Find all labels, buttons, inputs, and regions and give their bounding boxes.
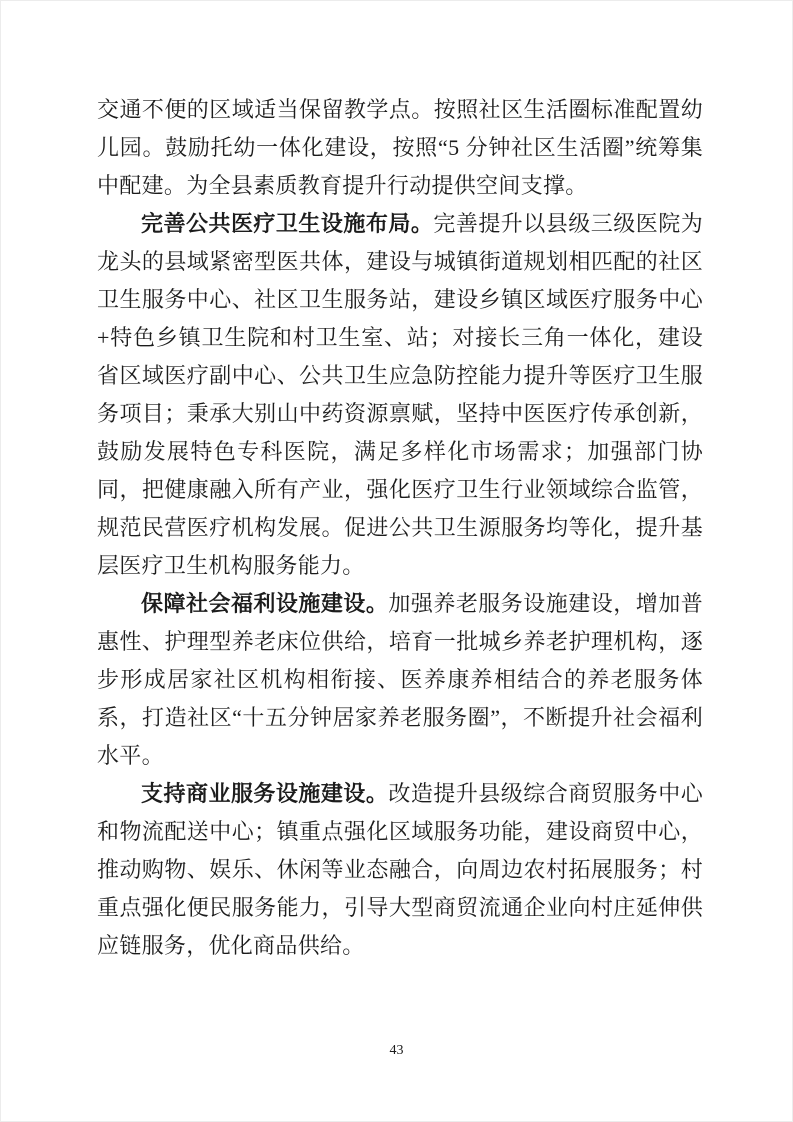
paragraph-education-text: 交通不便的区域适当保留教学点。按照社区生活圈标准配置幼儿园。鼓励托幼一体化建设，按照“5 分钟社区生活圈”统筹集中配建。为全县素质教育提升行动提供空间支撑。 — [97, 97, 703, 198]
page-number: 43 — [389, 1043, 404, 1058]
paragraph-commerce-lead: 支持商业服务设施建设。 — [141, 781, 389, 806]
paragraph-welfare — [97, 585, 703, 775]
document-body — [97, 91, 703, 965]
paragraph-medical-lead: 完善公共医疗卫生设施布局。 — [141, 211, 434, 236]
paragraph-commerce — [97, 775, 703, 965]
paragraph-welfare-text: 加强养老服务设施建设，增加普惠性、护理型养老床位供给，培育一批城乡养老护理机构，逐步形成居家社区机构相衔接、医养康养相结合的养老服务体系，打造社区“十五分钟居家养老服务圈”，不断提升社会福利水平。 — [97, 591, 703, 768]
paragraph-medical-text: 完善提升以县级三级医院为龙头的县域紧密型医共体，建设与城镇街道规划相匹配的社区卫生服务中心、社区卫生服务站，建设乡镇区域医疗服务中心+特色乡镇卫生院和村卫生室、站；对接长三角一体化，建设省区域医疗副中心、公共卫生应急防控能力提升等医疗卫生服务项目；秉承大别山中药资源禀赋，坚持中医医疗传承创新，鼓励发展特色专科医院，满足多样化市场需求；加强部门协同，把健康融入所有产业，强化医疗卫生行业领域综合监管，规范民营医疗机构发展。促进公共卫生源服务均等化，提升基层医疗卫生机构服务能力。 — [97, 211, 703, 578]
paragraph-education — [97, 91, 703, 205]
paragraph-welfare-lead: 保障社会福利设施建设。 — [141, 591, 389, 616]
paragraph-medical — [97, 205, 703, 585]
paragraph-commerce-text: 改造提升县级综合商贸服务中心和物流配送中心；镇重点强化区域服务功能，建设商贸中心，推动购物、娱乐、休闲等业态融合，向周边农村拓展服务；村重点强化便民服务能力，引导大型商贸流通企业向村庄延伸供应链服务，优化商品供给。 — [97, 781, 703, 958]
